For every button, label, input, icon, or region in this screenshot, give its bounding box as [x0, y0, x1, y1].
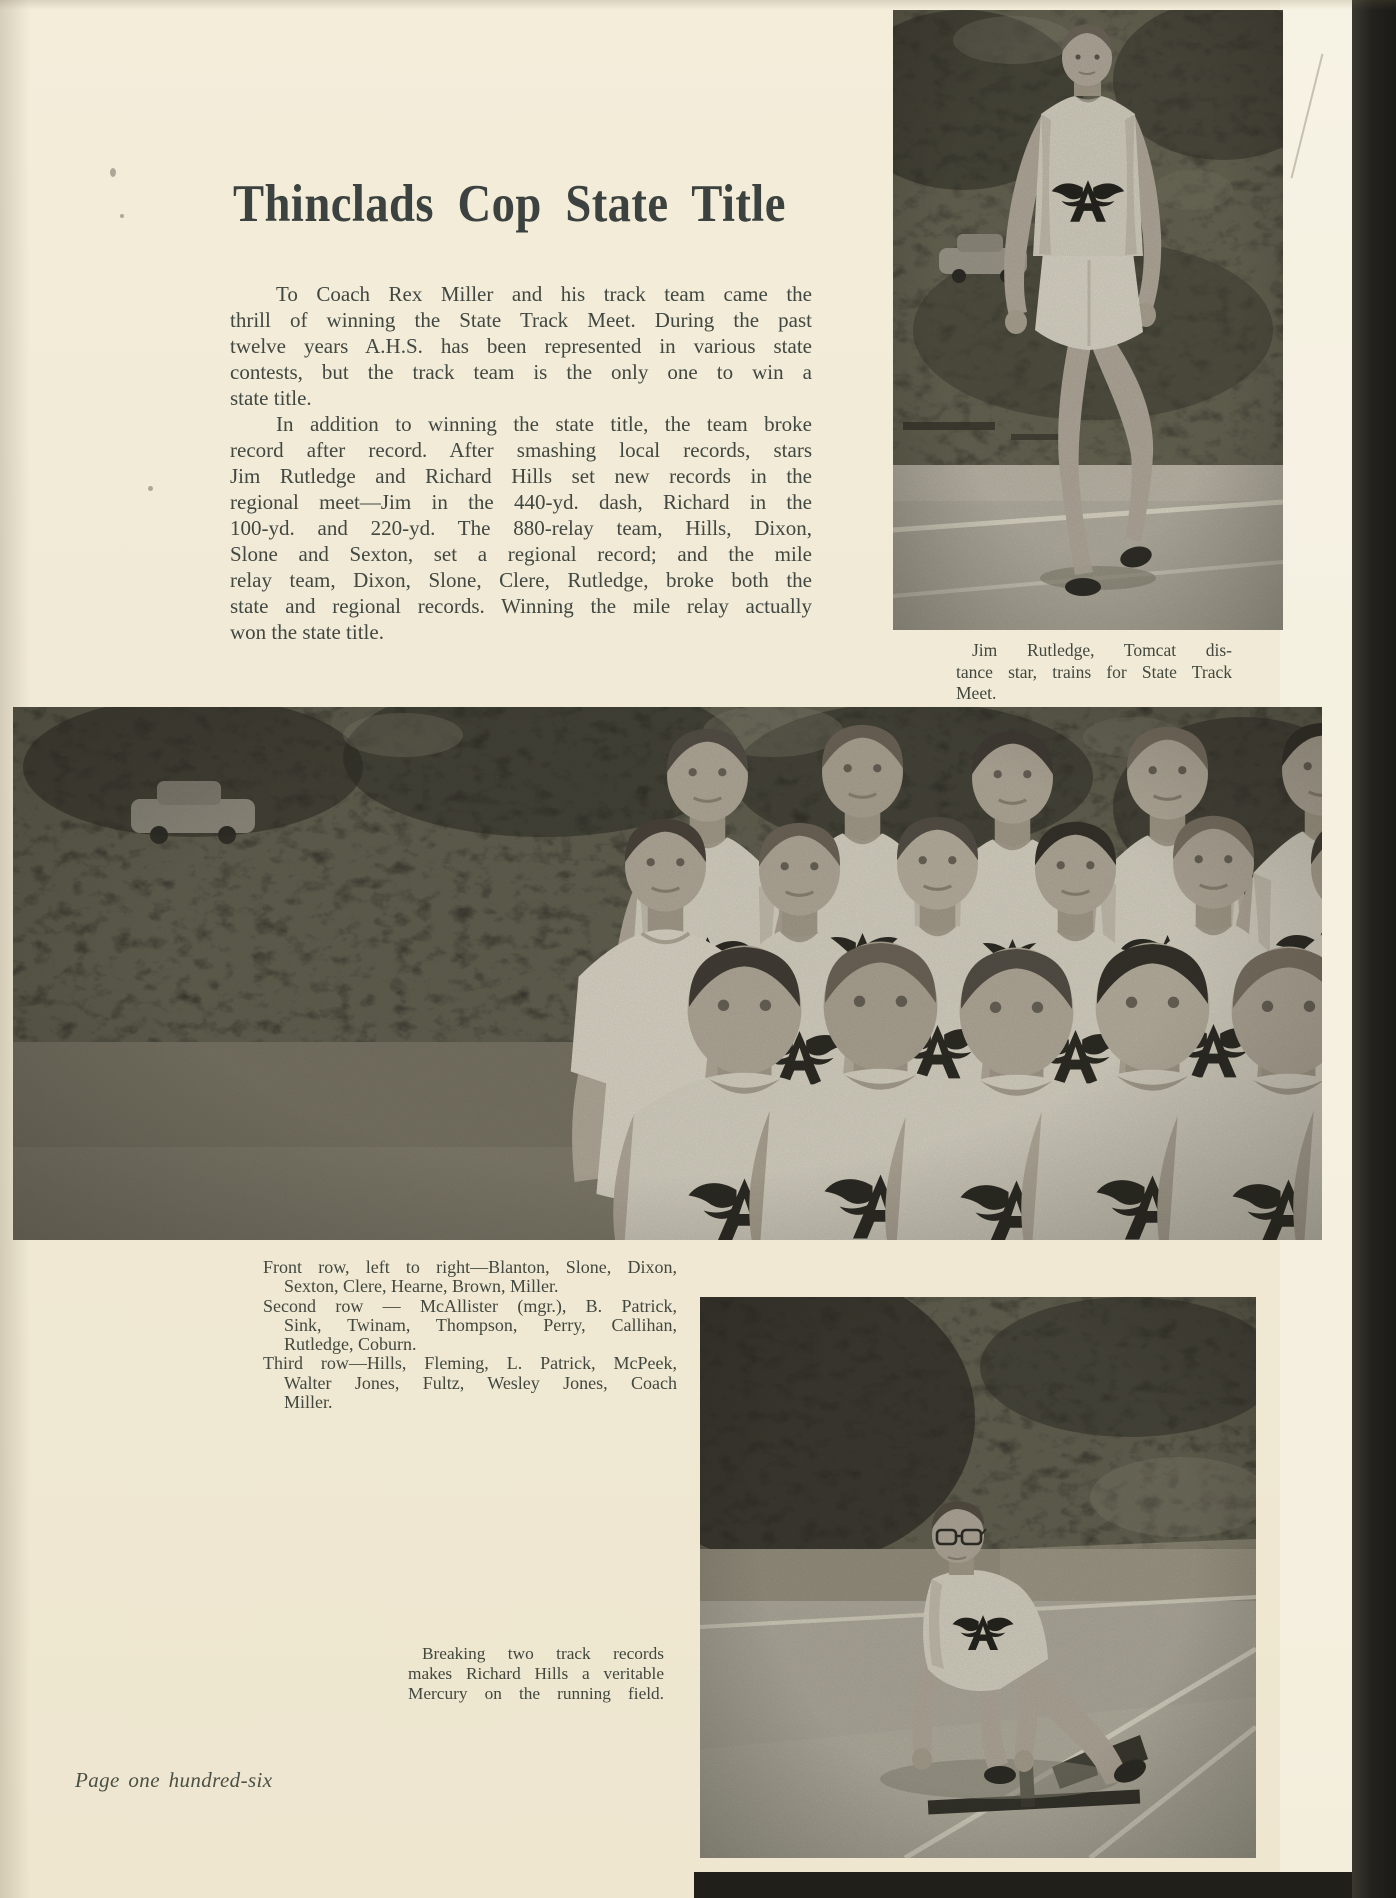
page-title: Thinclads Cop State Title	[233, 174, 786, 233]
roster-line: Second row — McAllister (mgr.), B. Patrick,	[263, 1295, 677, 1316]
page-number: Page one hundred-six	[75, 1768, 273, 1792]
roster-line: Front row, left to right—Blanton, Slone, Dixon,	[263, 1257, 677, 1277]
article-line: relay team, Dixon, Slone, Clere, Rutledge, broke both the	[230, 568, 812, 592]
caption-line: Breaking two track records	[422, 1644, 664, 1663]
rutledge-photo	[893, 10, 1283, 630]
team-roster-caption	[263, 1258, 677, 1412]
rutledge-caption	[956, 640, 1232, 705]
article-line: regional meet—Jim in the 440-yd. dash, Richard in the	[230, 490, 812, 514]
roster-line: Sexton, Clere, Hearne, Brown, Miller.	[284, 1276, 559, 1297]
roster-line: Sink, Twinam, Thompson, Perry, Callihan,	[284, 1314, 677, 1335]
article-line: contests, but the track team is the only one to win a	[230, 360, 812, 384]
article-line: won the state title.	[230, 620, 384, 644]
team-photo-art	[13, 707, 1322, 1240]
scan-speck	[120, 214, 124, 218]
hills-photo	[700, 1297, 1256, 1858]
article-line: To Coach Rex Miller and his track team came the	[276, 282, 812, 306]
article-line: state and regional records. Winning the mile relay actually	[230, 594, 812, 618]
scan-speck	[110, 168, 116, 177]
scan-edge-right	[1352, 0, 1396, 1898]
article-body	[230, 281, 812, 645]
article-line: Jim Rutledge and Richard Hills set new records in the	[230, 464, 812, 488]
article-line: record after record. After smashing local records, stars	[230, 438, 812, 462]
roster-line: Miller.	[284, 1392, 333, 1413]
caption-line: makes Richard Hills a veritable	[408, 1664, 664, 1683]
scan-speck	[148, 486, 153, 491]
article-line: 100-yd. and 220-yd. The 880-relay team, Hills, Dixon,	[230, 516, 812, 540]
caption-line: Mercury on the running field.	[408, 1684, 664, 1703]
roster-line: Rutledge, Coburn.	[284, 1334, 417, 1355]
article-line: thrill of winning the State Track Meet. During the past	[230, 308, 812, 332]
caption-line: tance star, trains for State Track	[956, 661, 1232, 682]
article-line: Slone and Sexton, set a regional record; and the mile	[230, 542, 812, 566]
caption-line: Meet.	[956, 683, 997, 703]
roster-line: Walter Jones, Fultz, Wesley Jones, Coach	[284, 1372, 677, 1393]
hills-caption	[408, 1644, 664, 1704]
article-line: In addition to winning the state title, the team broke	[276, 412, 812, 436]
rutledge-photo-art	[893, 10, 1283, 630]
scan-edge-bottom	[694, 1872, 1352, 1898]
article-line: state title.	[230, 386, 312, 410]
team-photo	[13, 707, 1322, 1240]
caption-line: Jim Rutledge, Tomcat dis-	[972, 640, 1232, 660]
article-line: twelve years A.H.S. has been represented in various state	[230, 334, 812, 358]
roster-line: Third row—Hills, Fleming, L. Patrick, McPeek,	[263, 1353, 677, 1374]
hills-photo-art	[700, 1297, 1256, 1858]
